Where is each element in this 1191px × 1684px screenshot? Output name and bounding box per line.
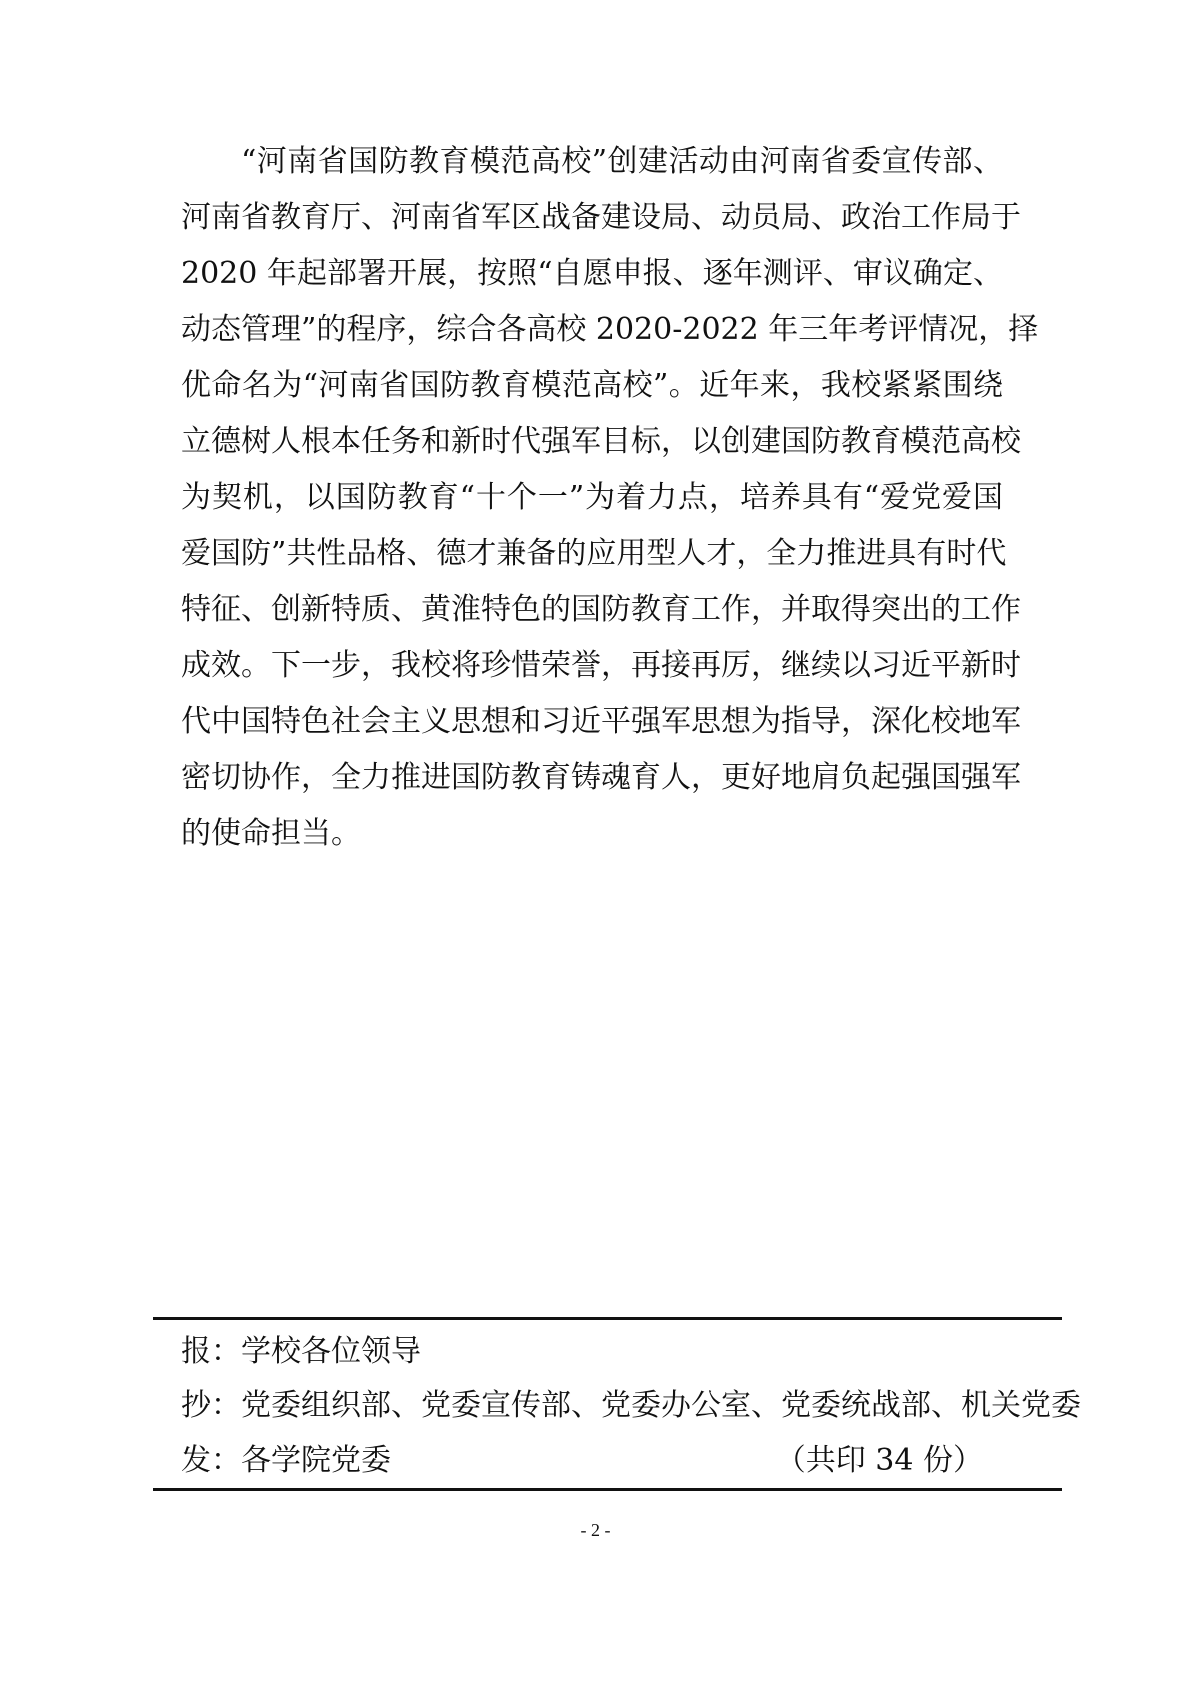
distribution-bottom-rule — [153, 1488, 1062, 1491]
paragraph-line: 2020 年起部署开展，按照“自愿申报、逐年测评、审议确定、 — [181, 256, 1003, 291]
distribution-copy — [181, 1381, 1081, 1431]
page-number: - 2 - — [580, 1520, 611, 1540]
distribution-send-label: 发： — [181, 1443, 241, 1478]
paragraph-line: 密切协作，全力推进国防教育铸魂育人，更好地肩负起强国强军 — [181, 760, 1021, 795]
paragraph-line: “河南省国防教育模范高校”创建活动由河南省委宣传部、 — [241, 144, 1003, 179]
paragraph-line: 代中国特色社会主义思想和习近平强军思想为指导，深化校地军 — [181, 704, 1021, 739]
paragraph-line: 的使命担当。 — [181, 816, 361, 851]
copies-note: （共印 34 份） — [775, 1443, 983, 1478]
paragraph-line: 为契机，以国防教育“十个一”为着力点，培养具有“爱党爱国 — [181, 480, 1003, 515]
paragraph-line: 立德树人根本任务和新时代强军目标，以创建国防教育模范高校 — [181, 424, 1021, 459]
paragraph-line: 特征、创新特质、黄淮特色的国防教育工作，并取得突出的工作 — [181, 592, 1021, 627]
paragraph-line: 河南省教育厅、河南省军区战备建设局、动员局、政治工作局于 — [181, 200, 1021, 235]
distribution-top-rule — [153, 1317, 1062, 1320]
distribution-send — [181, 1436, 1051, 1486]
distribution-report-label: 报： — [181, 1334, 241, 1369]
paragraph-line: 爱国防”共性品格、德才兼备的应用型人才，全力推进具有时代 — [181, 536, 1007, 571]
distribution-report-text: 学校各位领导 — [241, 1334, 421, 1369]
distribution-report — [181, 1327, 1051, 1377]
distribution-copy-label: 抄： — [181, 1388, 241, 1423]
paragraph-line: 优命名为“河南省国防教育模范高校”。近年来，我校紧紧围绕 — [181, 368, 1003, 403]
distribution-send-text: 各学院党委 — [241, 1443, 391, 1478]
distribution-copy-text: 党委组织部、党委宣传部、党委办公室、党委统战部、机关党委 — [241, 1388, 1081, 1423]
paragraph-line: 成效。下一步，我校将珍惜荣誉，再接再厉，继续以习近平新时 — [181, 648, 1021, 683]
paragraph-line: 动态管理”的程序，综合各高校 2020-2022 年三年考评情况，择 — [181, 312, 1039, 347]
